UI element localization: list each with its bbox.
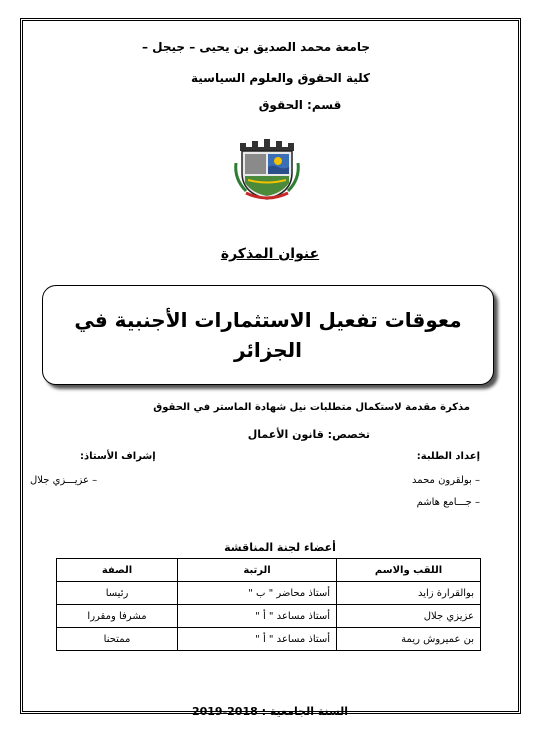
jury-table (56, 558, 481, 651)
column-header-name: اللقب والاسم (337, 559, 481, 582)
jury-header-row (57, 559, 481, 582)
column-header-role: الصفة (57, 559, 178, 582)
thesis-title-line-1: معوقات تفعيل الاستثمارات الأجنبية في (74, 308, 462, 332)
jury-member-rank: أستاذ مساعد " أ " (178, 605, 337, 628)
thesis-title-box (42, 285, 494, 385)
jury-member-rank: أستاذ مساعد " أ " (178, 628, 337, 651)
jury-member-name: بن عميروش ريمة (337, 628, 481, 651)
university-name: جامعة محمد الصديق بن يحيى – جيجل – (141, 40, 370, 54)
specialty: تخصص: قانون الأعمال (247, 428, 370, 441)
department-name: قسم: الحقوق (258, 98, 342, 112)
student-name: – جـــامع هاشم (416, 497, 480, 508)
supervisor-label: إشراف الأستاذ: (80, 451, 156, 462)
jury-member-name: بوالقرارة زايد (337, 582, 481, 605)
academic-year: السنة الجامعية : 2018-2019 (191, 705, 349, 718)
table-row (57, 628, 481, 651)
jury-member-role: ممتحنا (57, 628, 178, 651)
column-header-rank: الرتبة (178, 559, 337, 582)
student-name: – بولقرون محمد (412, 475, 480, 486)
thesis-title-label: عنوان المذكرة (220, 246, 320, 262)
university-logo (232, 133, 302, 203)
jury-member-name: عزيزي جلال (337, 605, 481, 628)
table-row (57, 582, 481, 605)
memo-description: مذكرة مقدمة لاستكمال متطلبات نيل شهادة الماستر في الحقوق (153, 402, 470, 413)
jury-member-role: مشرفا ومقررا (57, 605, 178, 628)
table-row (57, 605, 481, 628)
faculty-name: كلية الحقوق والعلوم السياسية (190, 71, 370, 85)
thesis-title-line-2: الجزائر (233, 338, 303, 362)
jury-member-role: رئيسا (57, 582, 178, 605)
jury-label: أعضاء لجنة المناقشة (224, 541, 336, 554)
supervisor-name: – عزيـــزي جلال (30, 475, 98, 486)
jury-member-rank: أستاذ محاضر " ب " (178, 582, 337, 605)
students-label: إعداد الطلبة: (416, 451, 480, 462)
